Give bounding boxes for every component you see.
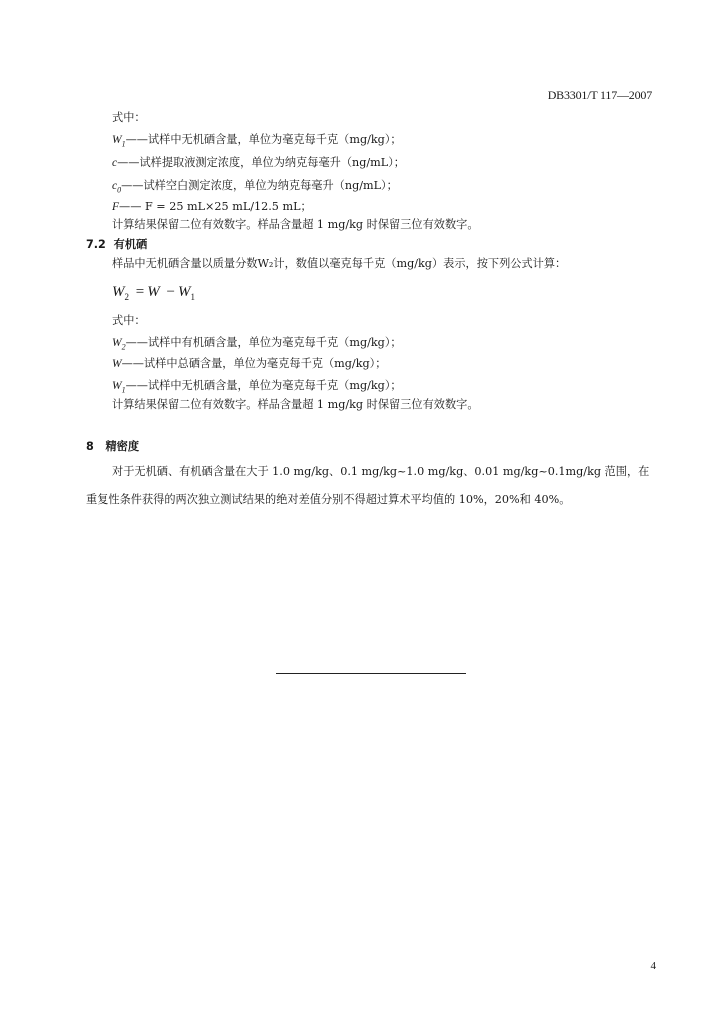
symbol: $W_1$	[112, 380, 126, 395]
section-heading-7-2	[86, 236, 147, 252]
formula: $W_2 = W - W_1$	[112, 284, 195, 302]
section-number: 8	[86, 440, 94, 453]
definition-text: —— F = 25 mL×25 mL/12.5 mL；	[119, 200, 312, 213]
definition-c	[112, 155, 405, 175]
page-number: 4	[650, 960, 656, 972]
section-title: 精密度	[105, 440, 140, 453]
document-code: DB3301/T 117—2007	[547, 88, 652, 102]
section-title: 有机硒	[113, 238, 148, 251]
section-heading-8	[86, 438, 139, 454]
where-label: 式中：	[112, 111, 146, 124]
definition-w	[112, 356, 386, 376]
definition-w2	[112, 335, 402, 355]
definition-text: ——试样中无机硒含量，单位为毫克每千克（mg/kg）；	[125, 133, 402, 146]
precision-note: 计算结果保留二位有效数字。样品含量超 1 mg/kg 时保留三位有效数字。	[112, 218, 479, 231]
definition-text: ——试样提取液测定浓度，单位为纳克每毫升（ng/mL）；	[117, 156, 405, 169]
definition-text: ——试样空白测定浓度，单位为纳克每毫升（ng/mL）；	[121, 179, 398, 192]
section-number: 7.2	[86, 238, 106, 251]
symbol: $W_1$	[112, 134, 126, 149]
precision-note: 计算结果保留二位有效数字。样品含量超 1 mg/kg 时保留三位有效数字。	[112, 398, 479, 411]
precision-paragraph-line-1: 对于无机硒、有机硒含量在大于 1.0 mg/kg、0.1 mg/kg~1.0 mg/kg、0.01 mg/kg~0.1mg/kg 范围，在	[112, 465, 650, 478]
symbol: W	[112, 358, 122, 370]
symbol: $W_2$	[112, 337, 126, 352]
symbol: F	[112, 201, 120, 213]
end-rule	[276, 673, 466, 674]
where-label: 式中：	[112, 314, 146, 327]
definition-text: ——试样中总硒含量，单位为毫克每千克（mg/kg）；	[121, 357, 387, 370]
symbol: $c_0$	[112, 180, 122, 195]
definition-w1	[112, 378, 402, 398]
section-intro: 样品中无机硒含量以质量分数W₂计，数值以毫克每千克（mg/kg）表示，按下列公式计算：	[112, 257, 567, 270]
symbol: c	[112, 157, 118, 169]
definition-w1	[112, 132, 402, 152]
definition-c0	[112, 178, 398, 198]
definition-text: ——试样中有机硒含量，单位为毫克每千克（mg/kg）；	[125, 336, 402, 349]
definition-text: ——试样中无机硒含量，单位为毫克每千克（mg/kg）；	[125, 379, 402, 392]
precision-paragraph-line-2: 重复性条件获得的两次独立测试结果的绝对差值分别不得超过算术平均值的 10%，20%和 40%。	[86, 493, 571, 506]
